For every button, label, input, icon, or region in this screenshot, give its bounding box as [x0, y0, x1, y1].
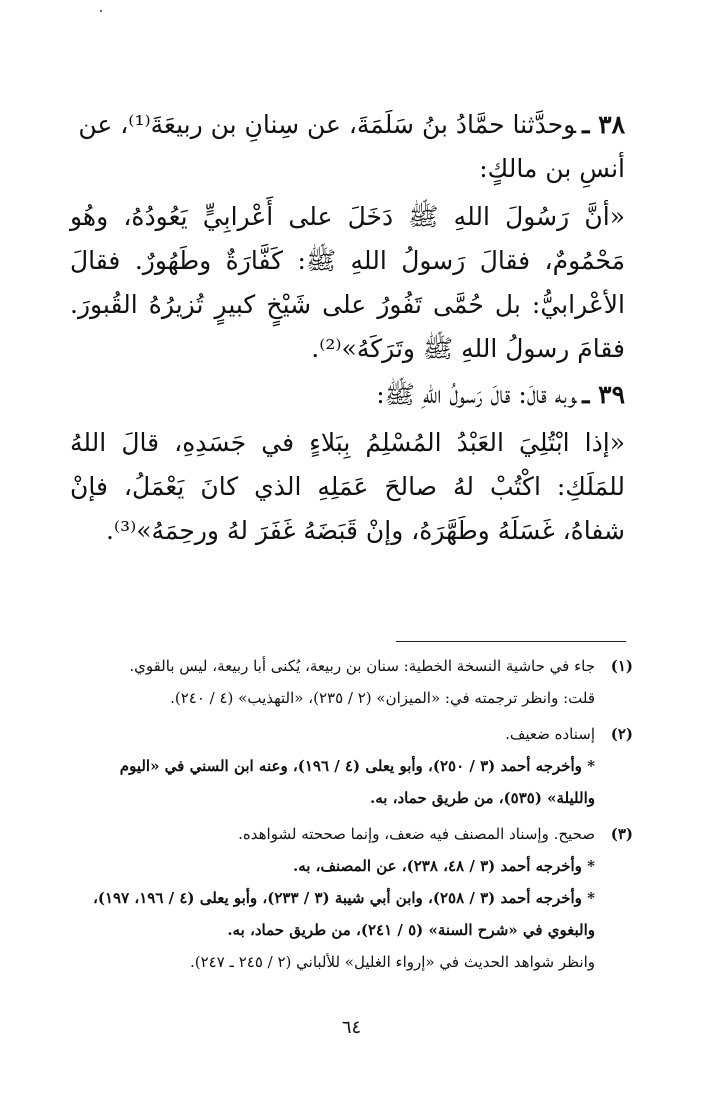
hadith-39-number: ٣٩ ـ: [582, 380, 625, 409]
footnotes: [70, 650, 633, 982]
footnote-2-line-1: إسناده ضعيف.: [505, 725, 595, 743]
hadith-38: [70, 103, 625, 371]
footnote-2-line-2: * وأخرجه أحمد (٣ / ٢٥٠)، وأبو يعلى (٤ / ١٩٦)، وعنه ابن السني في «اليوم والليلة» (٥٣٥)، من طريق حماد، به.: [119, 757, 595, 807]
footnote-3-marker: (٣): [610, 825, 633, 843]
footnote-3-line-4: وانظر شواهد الحديث في «إرواء الغليل» للألباني (٢ / ٢٤٥ ـ ٢٤٧).: [189, 953, 595, 971]
hadith-39: [70, 373, 625, 553]
hadith-39-intro: [70, 373, 625, 417]
hadith-38-text: «أنَّ رَسُولَ اللهِ ﷺ دَخَلَ على أَعْرابِيٍّ يَعُودُهُ، وهُو مَحْمُومٌ، فقالَ رَسولُ اللهِ ﷺ: كَفَّارَةٌ وطَهُورٌ. فقالَ الأعْرابيُّ: بل حُمَّى تَفُورُ على شَيْخٍ كبيرٍ تُزيرُهُ القُبورَ. فقامَ رسولُ اللهِ ﷺ وتَرَكَهُ»⁽²⁾.: [70, 202, 625, 363]
hadith-38-number: ٣٨ ـ: [582, 110, 625, 139]
footnote-3-line-2: * وأخرجه أحمد (٣ / ٤٨، ٢٣٨)، عن المصنف، به.: [293, 857, 595, 875]
page-number: ٦٤: [341, 1017, 362, 1038]
footnote-1-line-2: قلت: وانظر ترجمته في: «الميزان» (٢ / ٢٣٥)، «التهذيب» (٤ / ٢٤٠).: [170, 689, 595, 707]
hadith-39-isnad: وبه قالَ: قالَ رَسولُ اللهِ ﷺ:: [376, 380, 577, 409]
footnote-1-line-1: جاء في حاشية النسخة الخطية: سنان بن ربيعة، يُكنى أبا ربيعة، ليس بالقوي.: [129, 657, 595, 675]
scan-speck: [100, 10, 102, 12]
footnote-2: [70, 718, 633, 814]
footnote-3-line-1: صحيح. وإسناد المصنف فيه ضعف، وإنما صححته لشواهده.: [238, 825, 595, 843]
main-text: [70, 103, 625, 553]
hadith-38-isnad: وحدَّثنا حمَّادُ بنُ سَلَمَةَ، عن سِنانِ بن ربيعَةَ⁽¹⁾، عن أنسِ بن مالكٍ:: [78, 110, 625, 183]
footnote-separator: [396, 641, 626, 642]
footnote-1: [70, 650, 633, 714]
hadith-39-text: «إذا ابْتُلِيَ العَبْدُ المُسْلِمُ بِبَلاءٍ في جَسَدِهِ، قالَ اللهُ للمَلَكِ: اكْتُبْ لهُ صالحَ عَمَلِهِ الذي كانَ يَعْمَلُ، فإنْ شفاهُ، غَسَلَهُ وطَهَّرَهُ، وإنْ قَبَضَهُ غَفَرَ لهُ ورحِمَهُ»⁽³⁾.: [70, 428, 625, 545]
footnote-3-line-3: * وأخرجه أحمد (٣ / ٢٥٨)، وابن أبي شيبة (٣ / ٢٣٣)، وأبو يعلى (٤ / ١٩٦، ١٩٧)، والبغوي في «شرح السنة» (٥ / ٢٤١)، من طريق حماد، به.: [93, 889, 595, 939]
hadith-38-intro: [70, 103, 625, 191]
footnote-1-marker: (١): [610, 657, 633, 675]
footnote-2-marker: (٢): [610, 725, 633, 743]
footnote-3: [70, 818, 633, 978]
